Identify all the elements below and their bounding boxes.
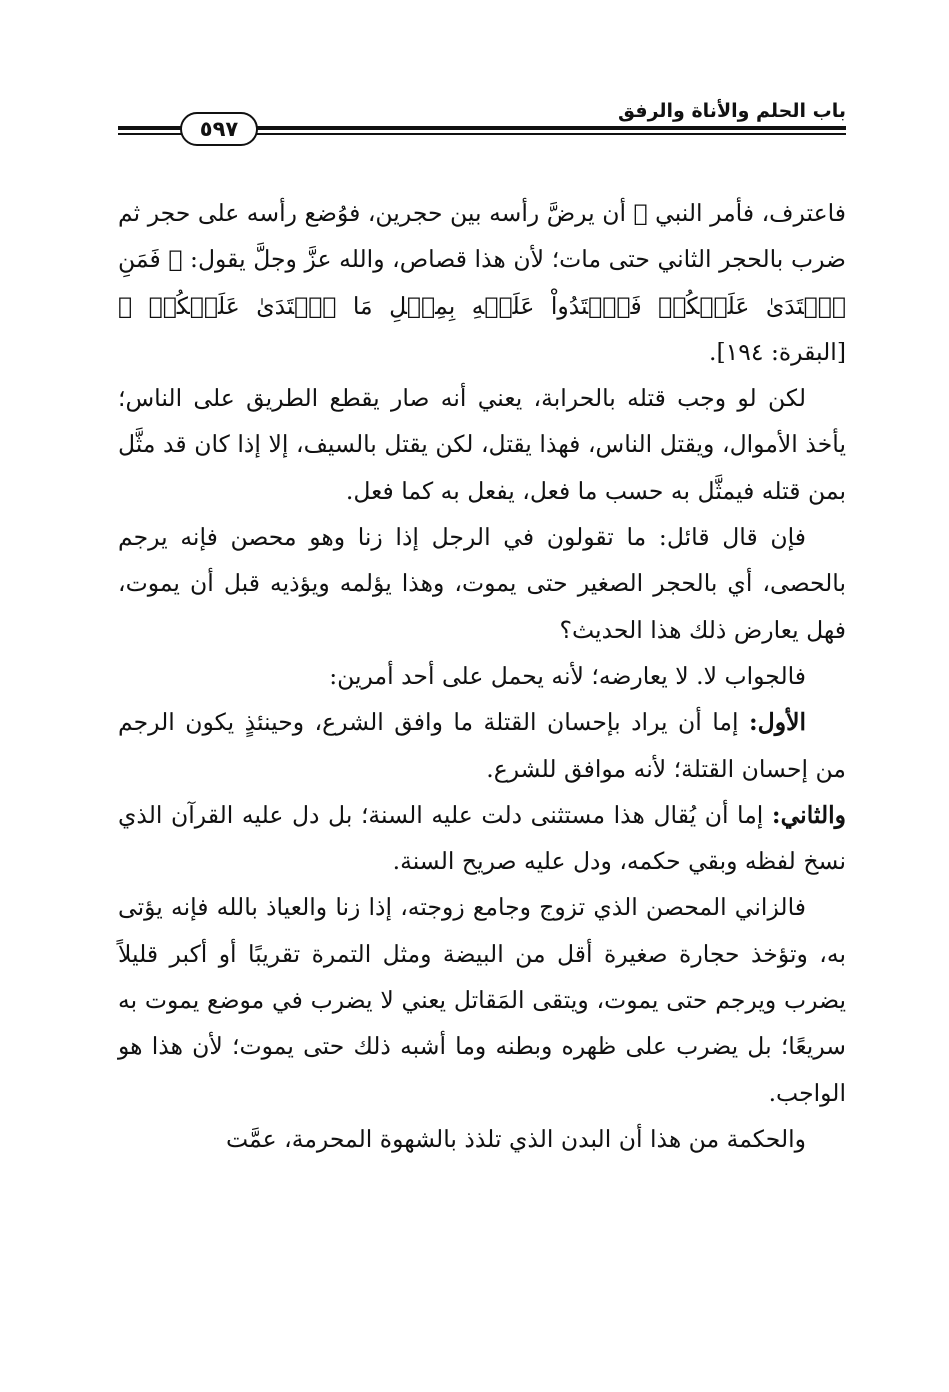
paragraph-3: فإن قال قائل: ما تقولون في الرجل إذا زنا وهو محصن فإنه يرجم بالحصى، أي بالحجر الصغير حتى يموت، وهذا يؤلمه ويؤذيه قبل أن يموت، فهل يعارض ذلك هذا الحديث؟ <box>118 523 846 644</box>
paragraph-1: فاعترف، فأمر النبي ﷺ أن يرضَّ رأسه بين حجرين، فوُضع رأسه على حجر ثم ضرب بالحجر الثاني حتى مات؛ لأن هذا قصاص، والله عزَّ وجلَّ يقول: ﴿ فَمَنِ ٱعۡتَدَىٰ عَلَيۡكُمۡ فَٱعۡتَدُواْ عَلَيۡهِ بِمِثۡلِ مَا ٱعۡتَدَىٰ عَلَيۡكُمۡ ﴾ [البقرة: ١٩٤]. <box>118 199 846 366</box>
page-body <box>118 190 846 1162</box>
second-point-label: والثاني: <box>771 800 846 829</box>
paragraph-8: والحكمة من هذا أن البدن الذي تلذذ بالشهوة المحرمة، عمَّت <box>225 1124 806 1153</box>
paragraph-6 <box>118 792 846 885</box>
paragraph-7: فالزاني المحصن الذي تزوج وجامع زوجته، إذا زنا والعياذ بالله فإنه يؤتى به، وتؤخذ حجارة صغيرة أقل من البيضة ومثل التمرة تقريبًا أو أكبر قليلاً يضرب ويرجم حتى يموت، ويتقى المَقاتل يعني لا يضرب في موضع يموت به سريعًا؛ بل يضرب على ظهره وبطنه وما أشبه ذلك حتى يموت؛ لأن هذا هو الواجب. <box>118 893 846 1107</box>
paragraph-5 <box>118 699 846 792</box>
page-number: ٥٩٧ <box>180 112 258 146</box>
first-point-text: إما أن يراد بإحسان القتلة ما وافق الشرع، وحينئذٍ يكون الرجم من إحسان القتلة؛ لأنه موافق للشرع. <box>118 708 846 783</box>
second-point-text: إما أن يُقال هذا مستثنى دلت عليه السنة؛ بل دل عليه القرآن الذي نسخ لفظه وبقي حكمه، ودل عليه صريح السنة. <box>118 800 846 876</box>
paragraph-4: فالجواب لا. لا يعارضه؛ لأنه يحمل على أحد أمرين: <box>329 661 806 690</box>
first-point-label: الأول: <box>748 708 806 737</box>
paragraph-2: لكن لو وجب قتله بالحرابة، يعني أنه صار يقطع الطريق على الناس؛ يأخذ الأموال، ويقتل الناس، فهذا يقتل، لكن يقتل بالسيف، إلا إذا كان قد مثَّل بمن قتله فيمثَّل به حسب ما فعل، يفعل به كما فعل. <box>118 384 846 505</box>
chapter-title: باب الحلم والأناة والرفق <box>618 100 846 122</box>
page-header <box>118 92 846 144</box>
